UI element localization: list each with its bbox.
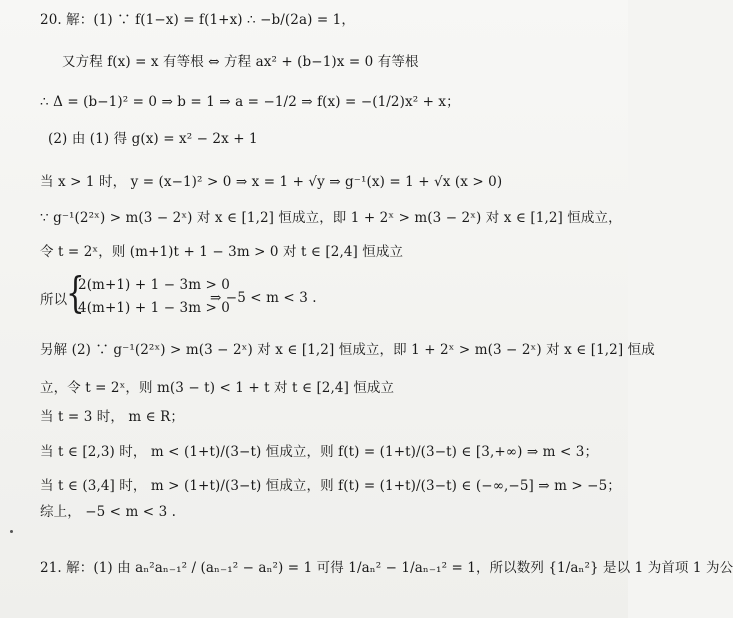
text-line-l15: 当 t ∈ [2,3) 时， m < (1+t)/(3−t) 恒成立，则 f(t) = (1+t)/(3−t) ∈ [3,+∞) ⇒ m < 3； xyxy=(40,444,599,460)
text-line-l9: 2(m+1) + 1 − 3m > 0 xyxy=(78,277,230,293)
text-line-l3: ∴ Δ = (b−1)² = 0 ⇒ b = 1 ⇒ a = −1/2 ⇒ f(x) = −(1/2)x² + x； xyxy=(40,94,460,110)
text-line-l8: 所以 xyxy=(40,292,68,308)
text-line-l10: 4(m+1) + 1 − 3m > 0 xyxy=(78,300,230,316)
text-line-l11: ⇒ −5 < m < 3 . xyxy=(210,290,317,306)
text-line-l18: 21. 解：(1) 由 aₙ²aₙ₋₁² / (aₙ₋₁² − aₙ²) = 1 可得 1/aₙ² − 1/aₙ₋₁² = 1，所以数列 {1/aₙ²} 是以 1 为首项 1 为公 xyxy=(40,560,733,576)
system-brace: { xyxy=(66,268,85,317)
text-line-l13: 立，令 t = 2ˣ，则 m(3 − t) < 1 + t 对 t ∈ [2,4] 恒成立 xyxy=(40,380,395,396)
text-line-l17: 综上， −5 < m < 3 . xyxy=(40,504,177,520)
text-line-l1: 20. 解：(1) ∵ f(1−x) = f(1+x) ∴ −b/(2a) = 1， xyxy=(40,12,355,28)
text-line-l5: 当 x > 1 时， y = (x−1)² > 0 ⇒ x = 1 + √y ⇒ g⁻¹(x) = 1 + √x (x > 0) xyxy=(40,174,503,190)
scan-mark xyxy=(10,530,13,533)
text-line-l4: (2) 由 (1) 得 g(x) = x² − 2x + 1 xyxy=(48,131,258,147)
text-line-l12: 另解 (2) ∵ g⁻¹(2²ˣ) > m(3 − 2ˣ) 对 x ∈ [1,2] 恒成立，即 1 + 2ˣ > m(3 − 2ˣ) 对 x ∈ [1,2] 恒成 xyxy=(40,342,655,358)
text-line-l14: 当 t = 3 时， m ∈ R； xyxy=(40,409,185,425)
text-line-l7: 令 t = 2ˣ，则 (m+1)t + 1 − 3m > 0 对 t ∈ [2,4] 恒成立 xyxy=(40,244,404,260)
text-line-l2: 又方程 f(x) = x 有等根 ⇔ 方程 ax² + (b−1)x = 0 有等根 xyxy=(62,54,419,70)
text-line-l6: ∵ g⁻¹(2²ˣ) > m(3 − 2ˣ) 对 x ∈ [1,2] 恒成立，即 1 + 2ˣ > m(3 − 2ˣ) 对 x ∈ [1,2] 恒成立， xyxy=(40,210,622,226)
text-line-l16: 当 t ∈ (3,4] 时， m > (1+t)/(3−t) 恒成立，则 f(t) = (1+t)/(3−t) ∈ (−∞,−5] ⇒ m > −5； xyxy=(40,478,621,494)
